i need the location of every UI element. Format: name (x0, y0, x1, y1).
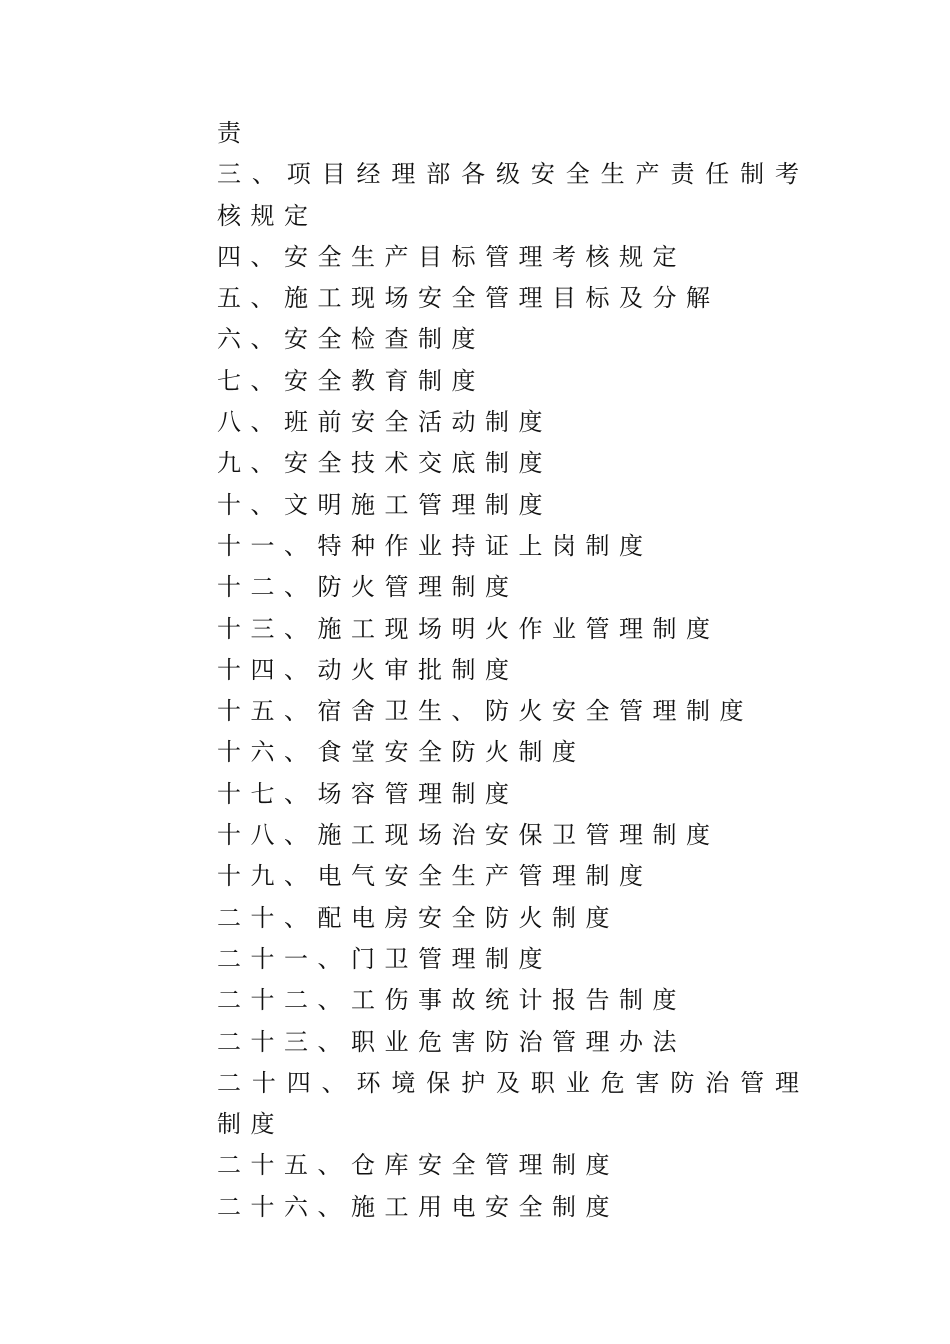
toc-line: 十二、防火管理制度 (217, 573, 519, 602)
toc-line: 十五、宿舍卫生、防火安全管理制度 (217, 697, 753, 726)
toc-line: 二十四、环境保护及职业危害防治管理 (217, 1068, 799, 1097)
toc-line: 制度 (217, 1110, 284, 1139)
toc-line: 核规定 (217, 201, 318, 230)
toc-line: 二十一、门卫管理制度 (217, 944, 552, 973)
toc-line: 二十六、施工用电安全制度 (217, 1192, 619, 1221)
toc-line: 三、项目经理部各级安全生产责任制考 (217, 160, 799, 189)
table-of-contents (217, 113, 799, 1228)
toc-line: 十三、施工现场明火作业管理制度 (217, 614, 720, 643)
toc-line: 十四、动火审批制度 (217, 655, 519, 684)
toc-line: 二十五、仓库安全管理制度 (217, 1151, 619, 1180)
toc-line: 十一、特种作业持证上岗制度 (217, 531, 653, 560)
toc-line: 十七、场容管理制度 (217, 779, 519, 808)
toc-line: 四、安全生产目标管理考核规定 (217, 242, 686, 271)
toc-line: 八、班前安全活动制度 (217, 408, 552, 437)
toc-line: 十九、电气安全生产管理制度 (217, 862, 653, 891)
toc-line: 七、安全教育制度 (217, 366, 485, 395)
toc-line: 五、施工现场安全管理目标及分解 (217, 284, 720, 313)
toc-line: 六、安全检查制度 (217, 325, 485, 354)
toc-line: 十六、食堂安全防火制度 (217, 738, 586, 767)
toc-line: 二十三、职业危害防治管理办法 (217, 1027, 686, 1056)
toc-line: 二十、配电房安全防火制度 (217, 903, 619, 932)
toc-line: 二十二、工伤事故统计报告制度 (217, 986, 686, 1015)
toc-line: 十、文明施工管理制度 (217, 490, 552, 519)
toc-line: 责 (217, 119, 251, 147)
toc-line: 九、安全技术交底制度 (217, 449, 552, 478)
toc-line: 十八、施工现场治安保卫管理制度 (217, 821, 720, 850)
